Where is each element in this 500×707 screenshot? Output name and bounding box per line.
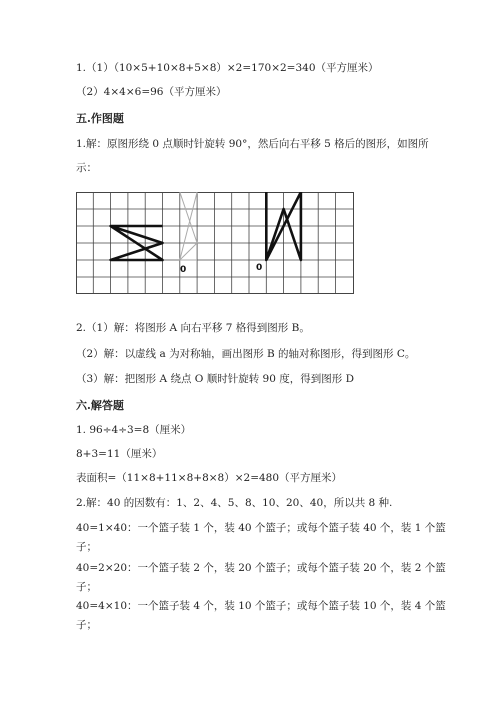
answer-line-16: 40=4×10：一个篮子装 4 个，装 10 个篮子；或每个篮子装 10 个，装 4 个篮 bbox=[76, 600, 446, 612]
answer-line-6: （2）解：以虚线 a 为对称轴，画出图形 B 的轴对称图形，得到图形 C。 bbox=[76, 348, 416, 360]
section-heading-5: 五.作图题 bbox=[76, 112, 124, 125]
rotation-point-label-left: 0 bbox=[180, 265, 187, 275]
section-heading-6: 六.解答题 bbox=[76, 399, 124, 412]
answer-line-3: 1.解：原图形绕 0 点顺时针旋转 90°，然后向右平移 5 格后的图形，如图所 bbox=[76, 138, 429, 150]
answer-line-13: 子； bbox=[76, 541, 97, 553]
answer-line-1: 1.（1）（10×5+10×8+5×8）×2=170×2=340（平方厘米） bbox=[76, 62, 379, 74]
answer-line-11: 2.解：40 的因数有：1、2、4、5、8、10、20、40，所以共 8 种. bbox=[76, 497, 393, 509]
answer-line-7: （3）解：把图形 A 绕点 O 顺时针旋转 90 度，得到图形 D bbox=[76, 373, 355, 385]
rotation-grid-figure bbox=[76, 192, 354, 294]
answer-line-5: 2.（1）解：将图形 A 向右平移 7 格得到图形 B。 bbox=[76, 322, 310, 334]
answer-line-14: 40=2×20：一个篮子装 2 个，装 20 个篮子；或每个篮子装 20 个，装 2 个篮 bbox=[76, 562, 446, 574]
answer-line-17: 子； bbox=[76, 619, 97, 631]
rotation-point-label-right: 0 bbox=[256, 263, 263, 273]
answer-line-10: 表面积=（11×8+11×8+8×8）×2=480（平方厘米） bbox=[76, 472, 343, 484]
answer-line-8: 1. 96÷4÷3=8（厘米） bbox=[76, 424, 192, 436]
answer-line-9: 8+3=11（厘米） bbox=[76, 448, 163, 460]
answer-line-12: 40=1×40：一个篮子装 1 个，装 40 个篮子；或每个篮子装 40 个，装 1 个篮 bbox=[76, 522, 446, 534]
answer-line-15: 子； bbox=[76, 581, 97, 593]
answer-line-2: （2）4×4×6=96（平方厘米） bbox=[76, 86, 227, 98]
grid-lines bbox=[76, 192, 354, 294]
answer-line-4: 示： bbox=[76, 162, 97, 174]
